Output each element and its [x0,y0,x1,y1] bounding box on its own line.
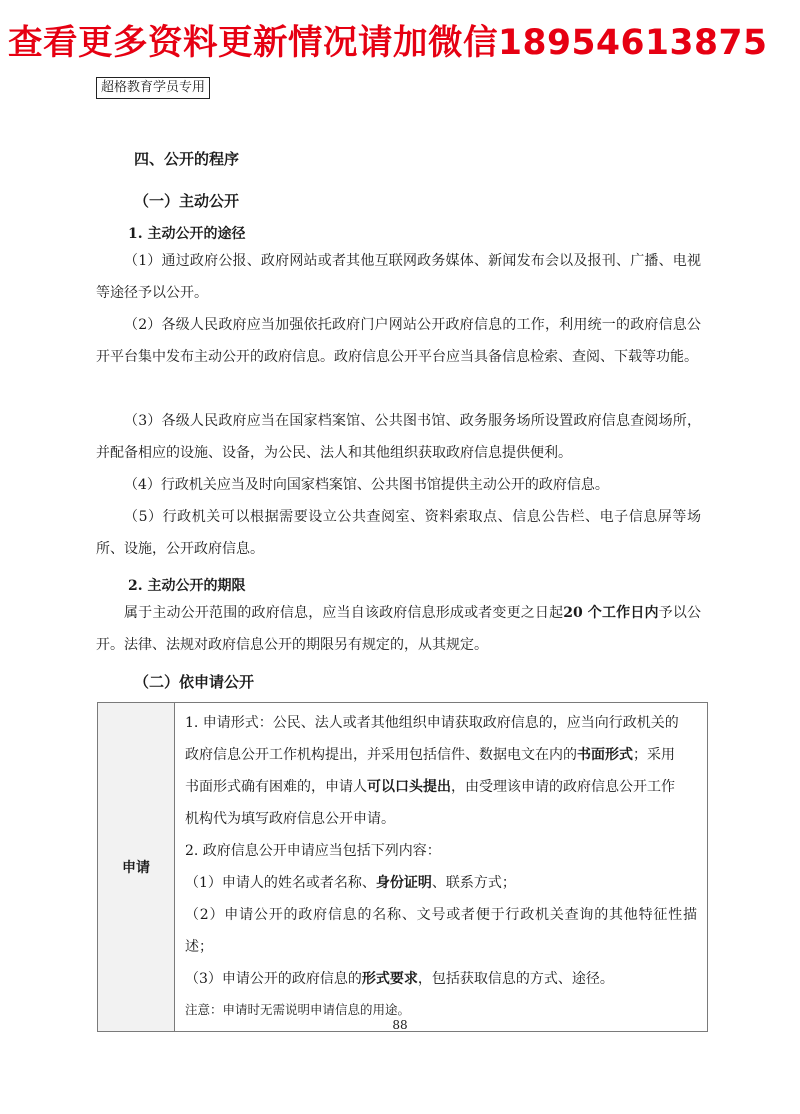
period-title: 2. 主动公开的期限 [128,578,246,594]
request-table [97,702,708,1032]
request-line: 2. 政府信息公开申请应当包括下列内容： [185,843,441,859]
request-line: （1）申请人的姓名或者名称、身份证明、联系方式； [185,875,516,891]
section-title: 四、公开的程序 [134,150,240,168]
page-number: 88 [392,1018,408,1032]
period-paragraph: 属于主动公开范围的政府信息，应当自该政府信息形成或者变更之日起20 个工作日内予以公开。法律、法规对政府信息公开的期限另有规定的，从其规定。 [96,605,702,653]
route-item-5: （5）行政机关可以根据需要设立公共查阅室、资料索取点、信息公告栏、电子信息屏等场所、设施，公开政府信息。 [96,509,701,557]
request-line: （3）申请公开的政府信息的形式要求，包括获取信息的方式、途径。 [185,971,614,987]
request-note: 注意：申请时无需说明申请信息的用途。 [185,1002,411,1017]
route-item-1: （1）通过政府公报、政府网站或者其他互联网政务媒体、新闻发布会以及报刊、广播、电视等途径予以公开。 [96,253,701,301]
subsection-title-request: （二）依申请公开 [134,673,255,691]
watermark-banner: 查看更多资料更新情况请加微信18954613875 [8,23,768,63]
request-line: 机构代为填写政府信息公开申请。 [185,811,395,827]
request-line: （2）申请公开的政府信息的名称、文号或者便于行政机关查询的其他特征性描述； [185,907,697,955]
request-line: 书面形式确有困难的，申请人可以口头提出，由受理该申请的政府信息公开工作 [185,779,675,795]
request-label-cell: 申请 [98,703,175,1032]
subsection-title-active: （一）主动公开 [134,192,240,210]
period-deadline: 20 个工作日内 [563,605,659,621]
route-title: 1. 主动公开的途径 [128,226,246,242]
request-line: 政府信息公开工作机构提出，并采用包括信件、数据电文在内的书面形式；采用 [185,747,675,763]
request-content-cell [175,703,708,1032]
student-badge: 超格教育学员专用 [96,77,210,99]
route-item-4: （4）行政机关应当及时向国家档案馆、公共图书馆提供主动公开的政府信息。 [124,477,609,493]
route-item-2: （2）各级人民政府应当加强依托政府门户网站公开政府信息的工作，利用统一的政府信息公开平台集中发布主动公开的政府信息。政府信息公开平台应当具备信息检索、查阅、下载等功能。 [96,317,701,365]
route-item-3: （3）各级人民政府应当在国家档案馆、公共图书馆、政务服务场所设置政府信息查阅场所，并配备相应的设施、设备，为公民、法人和其他组织获取政府信息提供便利。 [96,413,701,461]
request-line: 1. 申请形式：公民、法人或者其他组织申请获取政府信息的，应当向行政机关的 [185,715,679,731]
